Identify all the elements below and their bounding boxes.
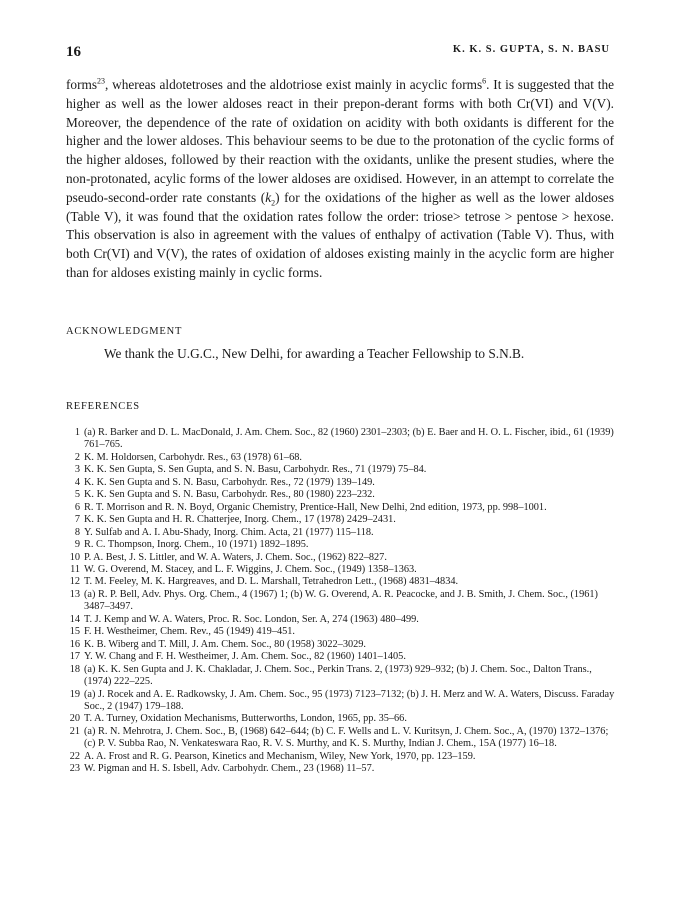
rate-constant-symbol: k: [265, 189, 272, 205]
body-text-3: . It is suggested that the higher as well as the lower aldoses react in their prepon-derant forms with both Cr(VI) and V(V). Moreover, the dependence of the rate of oxidation on acidity with both oxidants is different for the higher and the lower aldoses. This behaviour seems to be due to the protonation of the cyclic forms of the higher aldoses, followed by their reaction with the oxidants, unlike the present studies, where the non-protonated, acylic forms of the lower aldoses are oxidised. However, in an attempt to correlate the pseudo-second-order rate constants (: [66, 77, 614, 205]
reference-text: (a) J. Rocek and A. E. Radkowsky, J. Am. Chem. Soc., 95 (1973) 7123–7132; (b) J. H. Merz and W. A. Waters, Discuss. Faraday Soc., 2 (1947) 179–188.: [84, 688, 615, 712]
reference-number: 13: [69, 588, 80, 600]
reference-number: 5: [74, 489, 80, 501]
reference-number: 19: [69, 688, 80, 700]
reference-number: 18: [69, 663, 80, 675]
reference-number: 6: [74, 501, 80, 513]
body-text-4: ) for the oxidations of the higher as well as the lower aldoses (Table V), it was found that the oxidation rates follow the order: triose> tetrose > pentose > hexose. This observation is also in agreement with the values of enthalpy of activation (Table V). Thus, with both Cr(VI) and V(V), the rates of oxidation of aldoses existing mainly in the acyclic form are higher than for aldoses existing mainly in cyclic forms.: [66, 189, 614, 280]
reference-item: [66, 713, 618, 725]
reference-item: [66, 664, 618, 689]
reference-text: K. B. Wiberg and T. Mill, J. Am. Chem. Soc., 80 (1958) 3022–3029.: [84, 638, 366, 650]
reference-text: K. K. Sen Gupta, S. Sen Gupta, and S. N. Basu, Carbohydr. Res., 71 (1979) 75–84.: [84, 464, 427, 476]
citation-23: 23: [97, 76, 106, 86]
body-paragraph: [66, 76, 614, 283]
rate-constant-subscript: 2: [271, 198, 276, 208]
reference-number: 20: [69, 713, 80, 725]
reference-number: 21: [69, 725, 80, 737]
reference-number: 14: [69, 613, 80, 625]
reference-number: 3: [74, 464, 80, 476]
reference-text: T. M. Feeley, M. K. Hargreaves, and D. L. Marshall, Tetrahedron Lett., (1968) 4831–4834.: [84, 576, 459, 588]
reference-number: 2: [74, 451, 80, 463]
running-head: K. K. S. GUPTA, S. N. BASU: [452, 44, 610, 55]
reference-number: 11: [70, 563, 80, 575]
reference-number: 16: [69, 638, 80, 650]
reference-text: W. G. Overend, M. Stacey, and L. F. Wiggins, J. Chem. Soc., (1949) 1358–1363.: [84, 563, 417, 575]
reference-item: [66, 427, 618, 452]
citation-6: 6: [482, 76, 487, 86]
page-header: [66, 44, 610, 60]
references-heading: REFERENCES: [66, 401, 140, 412]
reference-item: [66, 763, 618, 775]
reference-item: [66, 614, 618, 626]
reference-number: 1: [74, 427, 80, 438]
page-number: 16: [66, 44, 81, 60]
reference-item: [66, 489, 618, 501]
reference-item: [66, 477, 618, 489]
reference-text: Y. W. Chang and F. H. Westheimer, J. Am. Chem. Soc., 82 (1960) 1401–1405.: [84, 651, 406, 663]
reference-item: [66, 751, 618, 763]
reference-number: 4: [74, 476, 80, 488]
reference-text: P. A. Best, J. S. Littler, and W. A. Waters, J. Chem. Soc., (1962) 822–827.: [84, 551, 387, 563]
reference-text: K. M. Holdorsen, Carbohydr. Res., 63 (1978) 61–68.: [84, 451, 302, 463]
reference-number: 12: [69, 576, 80, 588]
reference-text: K. K. Sen Gupta and H. R. Chatterjee, Inorg. Chem., 17 (1978) 2429–2431.: [84, 514, 396, 526]
reference-text: K. K. Sen Gupta and S. N. Basu, Carbohydr. Res., 72 (1979) 139–149.: [84, 476, 375, 488]
body-text-1: forms: [66, 77, 98, 92]
reference-text: F. H. Westheimer, Chem. Rev., 45 (1949) 419–451.: [84, 626, 295, 638]
reference-text: R. C. Thompson, Inorg. Chem., 10 (1971) 1892–1895.: [84, 539, 309, 551]
reference-text: Y. Sulfab and A. I. Abu-Shady, Inorg. Chim. Acta, 21 (1977) 115–118.: [84, 526, 374, 538]
reference-number: 23: [69, 763, 80, 775]
reference-item: [66, 651, 618, 663]
reference-item: [66, 589, 618, 614]
reference-item: [66, 726, 618, 751]
reference-text: T. J. Kemp and W. A. Waters, Proc. R. Soc. London, Ser. A, 274 (1963) 480–499.: [84, 613, 419, 625]
reference-item: [66, 552, 618, 564]
reference-item: [66, 539, 618, 551]
acknowledgment-text: We thank the U.G.C., New Delhi, for awarding a Teacher Fellowship to S.N.B.: [104, 346, 525, 361]
reference-item: [66, 639, 618, 651]
reference-item: [66, 514, 618, 526]
reference-item: [66, 564, 618, 576]
reference-number: 17: [69, 651, 80, 663]
reference-number: 10: [69, 551, 80, 563]
body-text-2: , whereas aldotetroses and the aldotriose exist mainly in acyclic forms: [105, 77, 483, 92]
reference-item: [66, 502, 618, 514]
reference-number: 15: [69, 626, 80, 638]
reference-item: [66, 689, 618, 714]
reference-number: 22: [69, 750, 80, 762]
reference-number: 8: [74, 526, 80, 538]
reference-text: (a) R. N. Mehrotra, J. Chem. Soc., B, (1968) 642–644; (b) C. F. Wells and L. V. Kuritsyn, J. Chem. Soc., A, (1970) 1372–1376; (c) P. V. Subba Rao, N. Venkateswara Rao, R. V. S. Murthy, and K. S. Murthy, Indian J. Chem., 15A (1977) 16–18.: [84, 725, 609, 750]
reference-text: T. A. Turney, Oxidation Mechanisms, Butterworths, London, 1965, pp. 35–66.: [84, 713, 407, 725]
reference-text: (a) K. K. Sen Gupta and J. K. Chakladar, J. Chem. Soc., Perkin Trans. 2, (1973) 929–932; (b) J. Chem. Soc., Dalton Trans., (1974) 222–225.: [84, 663, 592, 688]
reference-list: [66, 427, 618, 776]
reference-text: A. A. Frost and R. G. Pearson, Kinetics and Mechanism, Wiley, New York, 1970, pp. 123–159.: [84, 750, 476, 762]
reference-text: (a) R. Barker and D. L. MacDonald, J. Am. Chem. Soc., 82 (1960) 2301–2303; (b) E. Baer and H. O. L. Fischer, ibid., 61 (1939) 761–765.: [84, 427, 614, 451]
reference-text: K. K. Sen Gupta and S. N. Basu, Carbohydr. Res., 80 (1980) 223–232.: [84, 489, 375, 501]
reference-text: (a) R. P. Bell, Adv. Phys. Org. Chem., 4 (1967) 1; (b) W. G. Overend, A. R. Peacocke, and J. B. Smith, J. Chem. Soc., (1961) 3487–3497.: [84, 588, 598, 613]
reference-item: [66, 527, 618, 539]
reference-number: 7: [74, 514, 80, 526]
reference-item: [66, 626, 618, 638]
reference-item: [66, 464, 618, 476]
reference-item: [66, 576, 618, 588]
reference-text: W. Pigman and H. S. Isbell, Adv. Carbohydr. Chem., 23 (1968) 11–57.: [84, 763, 375, 775]
reference-number: 9: [74, 539, 80, 551]
reference-item: [66, 452, 618, 464]
reference-text: R. T. Morrison and R. N. Boyd, Organic Chemistry, Prentice-Hall, New Delhi, 2nd edition, 1973, pp. 998–1001.: [84, 501, 547, 513]
acknowledgment-heading: ACKNOWLEDGMENT: [66, 326, 183, 337]
